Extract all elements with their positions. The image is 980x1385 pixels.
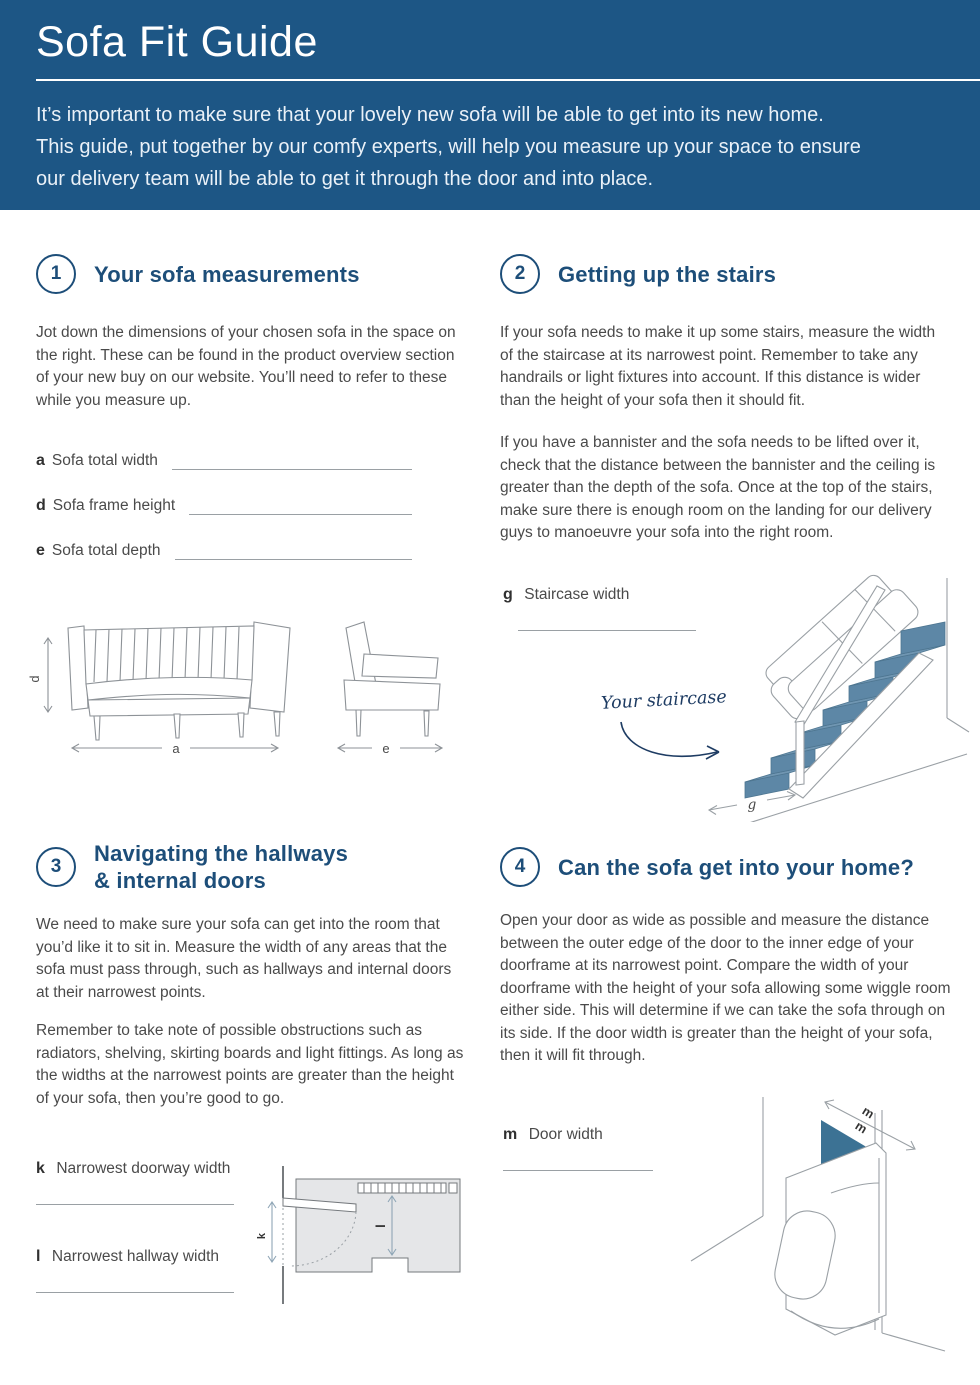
carried-sofa bbox=[757, 570, 922, 724]
label-m: m bbox=[852, 1118, 870, 1137]
section-2-paragraph-1: If your sofa needs to make it up some stairs, measure the width of the staircase at its narrowest point. Remember to take any handrails or light fixtures into account. If this distance is wider than the height of your sofa then it should fit. bbox=[500, 324, 936, 409]
section-1-title: Your sofa measurements bbox=[94, 261, 360, 287]
label-g: g bbox=[747, 797, 757, 813]
field-label: Narrowest hallway width bbox=[51, 1248, 220, 1265]
sofa-side-view bbox=[344, 622, 440, 736]
header-intro bbox=[36, 99, 861, 195]
staircase-annotation: Your staircase bbox=[600, 687, 728, 714]
field-sofa-total-depth bbox=[36, 534, 412, 560]
field-label: Sofa total depth bbox=[51, 542, 161, 559]
field-label: Staircase width bbox=[524, 586, 630, 603]
label-d: d bbox=[28, 675, 42, 683]
fill-in-line bbox=[172, 449, 412, 470]
label-l: l bbox=[373, 1224, 388, 1228]
section-3-paragraph-2: Remember to take note of possible obstructions such as radiators, shelving, skirting boards and light fittings. As long as the widths at the narrowest points are greater than the height of your sofa, then you’re good to go. bbox=[36, 1022, 464, 1107]
radiator bbox=[358, 1183, 457, 1193]
sofa-on-end bbox=[770, 1143, 886, 1335]
fill-in-line bbox=[36, 1292, 234, 1293]
section-4-title: Can the sofa get into your home? bbox=[558, 854, 914, 880]
section-1-paragraph: Jot down the dimensions of your chosen sofa in the space on the right. These can be found in the product overview section of your new buy on our website. You’ll need to refer to these while you measure up. bbox=[36, 324, 456, 409]
field-label: Sofa frame height bbox=[52, 497, 176, 514]
label-m: m bbox=[859, 1103, 877, 1122]
section-3-title-line1: Navigating the hallways bbox=[94, 841, 349, 866]
fill-in-line bbox=[36, 1204, 234, 1205]
field-letter: a bbox=[36, 452, 45, 469]
page-title: Sofa Fit Guide bbox=[36, 18, 318, 66]
field-narrowest-hallway-width bbox=[36, 1248, 234, 1293]
intro-line: This guide, put together by our comfy experts, will help you measure up your space to ensure bbox=[36, 136, 861, 158]
intro-line: our delivery team will be able to get it through the door and into place. bbox=[36, 168, 654, 190]
label-e: e bbox=[382, 741, 390, 756]
section-2-title: Getting up the stairs bbox=[558, 261, 777, 287]
dimension-arrow-d bbox=[44, 638, 52, 712]
field-letter: k bbox=[36, 1160, 45, 1177]
annotation-arrow-icon bbox=[621, 722, 719, 759]
dimension-arrow-e bbox=[338, 744, 442, 752]
field-letter: g bbox=[503, 586, 513, 603]
sofa-dimensions-diagram bbox=[28, 592, 452, 764]
field-letter: d bbox=[36, 497, 46, 514]
fill-in-line bbox=[189, 494, 412, 515]
section-2-header bbox=[500, 254, 950, 294]
field-sofa-frame-height bbox=[36, 489, 412, 515]
section-3-header bbox=[36, 840, 466, 894]
field-letter: l bbox=[36, 1248, 41, 1265]
staircase-diagram bbox=[595, 570, 973, 822]
section-1-number-badge: 1 bbox=[36, 254, 76, 294]
sofa-front-view bbox=[68, 622, 290, 740]
field-label: Door width bbox=[528, 1126, 603, 1143]
section-3-title-line2: & internal doors bbox=[94, 868, 266, 893]
section-1-header bbox=[36, 254, 456, 294]
section-4-header bbox=[500, 847, 950, 887]
field-sofa-total-width bbox=[36, 444, 412, 470]
section-2-paragraph-2: If you have a bannister and the sofa needs to be lifted over it, check that the distance between the bannister and the ceiling is greater than the depth of the sofa. Once at the top of the stairs, make sure there is enough room on the landing for our delivery guys to manoeuvre your sofa into the right room. bbox=[500, 434, 936, 541]
section-3-paragraph-1: We need to make sure your sofa can get into the room that you’d like it to sit in. Measure the width of any areas that the sofa must pass through, such as hallways and internal doors at their narrowest points. bbox=[36, 916, 452, 1001]
floor-plan-diagram bbox=[250, 1162, 484, 1308]
label-k: k bbox=[256, 1232, 268, 1240]
intro-line: It’s important to make sure that your lovely new sofa will be able to get into its new home. bbox=[36, 104, 824, 126]
field-narrowest-doorway-width bbox=[36, 1160, 234, 1205]
section-4-number-badge: 4 bbox=[500, 847, 540, 887]
fill-in-line bbox=[175, 539, 413, 560]
field-label: Sofa total width bbox=[51, 452, 158, 469]
section-2-number-badge: 2 bbox=[500, 254, 540, 294]
section-3-title bbox=[94, 840, 348, 894]
field-door-width bbox=[503, 1126, 653, 1171]
dimension-arrow-k bbox=[268, 1202, 276, 1262]
field-label: Narrowest doorway width bbox=[56, 1160, 231, 1177]
label-a: a bbox=[172, 741, 180, 756]
header-divider bbox=[36, 79, 980, 81]
field-letter: e bbox=[36, 542, 45, 559]
section-3-number-badge: 3 bbox=[36, 847, 76, 887]
fill-in-line bbox=[503, 1170, 653, 1171]
section-4-paragraph: Open your door as wide as possible and measure the distance between the outer edge of the door to the inner edge of your doorframe at its narrowest point. Compare the width of your doorframe with the height of your sofa allowing some wiggle room either side. This will determine if we can take the sofa through on its side. If the door width is greater than the height of your sofa, then it will fit through. bbox=[500, 912, 951, 1064]
field-letter: m bbox=[503, 1126, 518, 1143]
section-1-fields bbox=[36, 444, 412, 560]
page-header bbox=[0, 0, 980, 210]
doorway-diagram bbox=[683, 1083, 971, 1355]
